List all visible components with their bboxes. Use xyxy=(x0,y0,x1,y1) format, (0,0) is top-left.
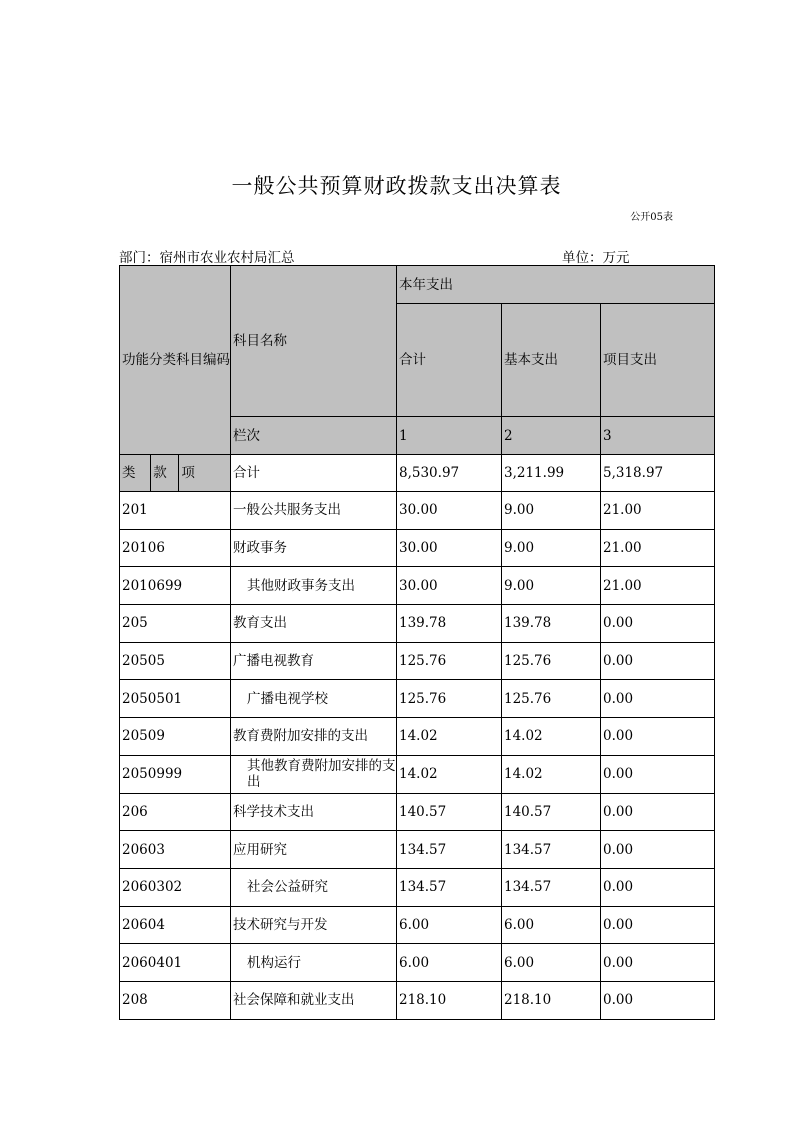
row-code: 205 xyxy=(120,605,231,643)
table-row xyxy=(120,605,715,643)
row-total: 218.10 xyxy=(397,981,502,1019)
row-basic: 134.57 xyxy=(502,868,601,906)
row-project: 21.00 xyxy=(601,529,715,567)
table-row xyxy=(120,831,715,869)
expenditure-table xyxy=(119,265,715,1020)
row-name: 机构运行 xyxy=(231,944,397,982)
table-row xyxy=(120,680,715,718)
current-year-header: 本年支出 xyxy=(397,266,715,304)
row-code: 2050501 xyxy=(120,680,231,718)
table-row xyxy=(120,529,715,567)
row-project: 0.00 xyxy=(601,605,715,643)
row-basic: 14.02 xyxy=(502,718,601,756)
summary-label: 合计 xyxy=(231,455,397,492)
row-name: 社会公益研究 xyxy=(231,868,397,906)
row-total: 6.00 xyxy=(397,906,502,944)
row-project: 0.00 xyxy=(601,831,715,869)
row-name: 财政事务 xyxy=(231,529,397,567)
row-project: 0.00 xyxy=(601,868,715,906)
row-basic: 6.00 xyxy=(502,944,601,982)
row-code: 2050999 xyxy=(120,755,231,793)
row-project: 0.00 xyxy=(601,718,715,756)
row-total: 30.00 xyxy=(397,567,502,605)
row-total: 139.78 xyxy=(397,605,502,643)
table-id: 公开05表 xyxy=(630,212,673,223)
row-name: 其他财政事务支出 xyxy=(231,567,397,605)
row-basic: 9.00 xyxy=(502,492,601,530)
row-name: 教育费附加安排的支出 xyxy=(231,718,397,756)
row-name: 广播电视教育 xyxy=(231,642,397,680)
row-code: 2010699 xyxy=(120,567,231,605)
row-code: 20604 xyxy=(120,906,231,944)
table-row xyxy=(120,492,715,530)
sub-header: 项 xyxy=(179,455,231,492)
row-code: 208 xyxy=(120,981,231,1019)
row-code: 206 xyxy=(120,793,231,831)
cat-header: 类 xyxy=(120,455,151,492)
row-basic: 125.76 xyxy=(502,642,601,680)
project-header: 项目支出 xyxy=(601,304,715,417)
row-name: 社会保障和就业支出 xyxy=(231,981,397,1019)
row-total: 140.57 xyxy=(397,793,502,831)
row-basic: 134.57 xyxy=(502,831,601,869)
unit-label: 单位：万元 xyxy=(562,250,630,266)
col2-label: 2 xyxy=(502,417,601,455)
summary-project: 5,318.97 xyxy=(601,455,715,492)
row-project: 0.00 xyxy=(601,680,715,718)
row-code: 20603 xyxy=(120,831,231,869)
row-basic: 140.57 xyxy=(502,793,601,831)
row-project: 21.00 xyxy=(601,567,715,605)
row-total: 14.02 xyxy=(397,718,502,756)
row-project: 21.00 xyxy=(601,492,715,530)
table-row xyxy=(120,906,715,944)
row-total: 30.00 xyxy=(397,492,502,530)
table-row xyxy=(120,642,715,680)
row-basic: 9.00 xyxy=(502,567,601,605)
row-name: 教育支出 xyxy=(231,605,397,643)
table-row xyxy=(120,981,715,1019)
item-header: 款 xyxy=(151,455,179,492)
row-project: 0.00 xyxy=(601,642,715,680)
row-project: 0.00 xyxy=(601,981,715,1019)
row-name: 广播电视学校 xyxy=(231,680,397,718)
page-title: 一般公共预算财政拨款支出决算表 xyxy=(231,174,562,198)
row-total: 125.76 xyxy=(397,680,502,718)
row-total: 6.00 xyxy=(397,944,502,982)
row-name: 应用研究 xyxy=(231,831,397,869)
row-name: 技术研究与开发 xyxy=(231,906,397,944)
row-basic: 139.78 xyxy=(502,605,601,643)
row-total: 30.00 xyxy=(397,529,502,567)
row-project: 0.00 xyxy=(601,755,715,793)
row-basic: 218.10 xyxy=(502,981,601,1019)
func-code-header: 功能分类科目编码 xyxy=(120,266,231,455)
row-project: 0.00 xyxy=(601,944,715,982)
column-no-label: 栏次 xyxy=(231,417,397,455)
row-code: 201 xyxy=(120,492,231,530)
row-total: 134.57 xyxy=(397,868,502,906)
summary-basic: 3,211.99 xyxy=(502,455,601,492)
total-header: 合计 xyxy=(397,304,502,417)
row-basic: 6.00 xyxy=(502,906,601,944)
table-row xyxy=(120,755,715,793)
table-row xyxy=(120,567,715,605)
row-total: 134.57 xyxy=(397,831,502,869)
row-project: 0.00 xyxy=(601,793,715,831)
row-basic: 14.02 xyxy=(502,755,601,793)
table-row xyxy=(120,868,715,906)
row-project: 0.00 xyxy=(601,906,715,944)
row-code: 2060401 xyxy=(120,944,231,982)
subject-name-header: 科目名称 xyxy=(231,266,397,417)
row-name: 科学技术支出 xyxy=(231,793,397,831)
row-code: 2060302 xyxy=(120,868,231,906)
department-label: 部门：宿州市农业农村局汇总 xyxy=(119,250,295,266)
row-name: 其他教育费附加安排的支出 xyxy=(231,755,397,793)
col1-label: 1 xyxy=(397,417,502,455)
basic-header: 基本支出 xyxy=(502,304,601,417)
summary-total: 8,530.97 xyxy=(397,455,502,492)
row-code: 20106 xyxy=(120,529,231,567)
col3-label: 3 xyxy=(601,417,715,455)
row-basic: 125.76 xyxy=(502,680,601,718)
row-code: 20509 xyxy=(120,718,231,756)
table-row xyxy=(120,944,715,982)
row-basic: 9.00 xyxy=(502,529,601,567)
table-row xyxy=(120,718,715,756)
row-total: 125.76 xyxy=(397,642,502,680)
table-row xyxy=(120,793,715,831)
row-code: 20505 xyxy=(120,642,231,680)
row-total: 14.02 xyxy=(397,755,502,793)
row-name: 一般公共服务支出 xyxy=(231,492,397,530)
